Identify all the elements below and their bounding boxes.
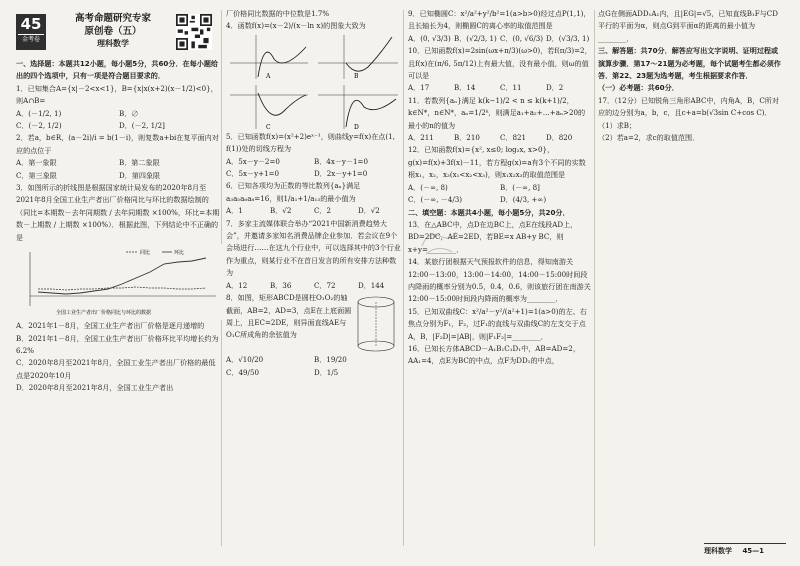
question-3-option-b: B．2021年1－8月，全国工业生产者出厂价格环比平均增长约为6.2% — [16, 333, 219, 355]
question-10: 10．已知函数f(x)=2sin(ωx+π/3)(ω>0)，若f(π/3)=2，且f(x)在(π/6, 5π/12)上有最大值，没有最小值，则ω的值可以是 — [408, 46, 592, 81]
section1-title: 一、选择题：本题共12小题，每小题5分，共60分．在每小题给出的四个选项中，只有一项是符合题目要求的． — [16, 59, 219, 81]
option: D．(－2, 1/2] — [119, 121, 165, 131]
question-7-options — [226, 280, 402, 292]
question-16: 16．已知长方体ABCD－A₁B₁C₁D₁中，AB=AD=2，AA₁=4，点E为BC的中点，点F为DD₁的中点， — [408, 343, 580, 366]
question-5: 5．已知函数f(x)=(x²+2)eˣ⁻¹，则曲线y=f(x)在点(1, f(1))处的切线方程为 — [226, 131, 395, 154]
question-2-options — [16, 157, 222, 182]
footer-subject: 理科数学 — [704, 547, 732, 555]
badge-label: 金考卷 — [18, 34, 44, 45]
qr-code-icon — [176, 14, 212, 50]
option: B．14 — [454, 83, 476, 93]
question-2: 2．若a，b∈R，(a－2i)/i = b(1－i)，则复数a+bi在复平面内对应的点位于 — [16, 133, 219, 155]
option: A．√10/20 — [226, 355, 264, 365]
option: C．(－∞, －4/3) — [408, 195, 463, 205]
question-17-part-2: （2）若a=2，求c的取值范围． — [598, 133, 700, 143]
stamp-icon — [418, 226, 460, 260]
column-3 — [408, 8, 592, 368]
question-5-options — [226, 156, 402, 181]
header-block — [58, 12, 168, 50]
chart-caption: 全国工业生产者出厂价格同比与环比的数据 — [56, 310, 152, 317]
column-1 — [16, 58, 222, 395]
question-17: 17．（12分）已知锐角三角形ABC中，内角A，B，C所对应的边分别为a，b，c，且c+a=b(√3sin C+cos C)． — [598, 95, 779, 118]
option: C．49/50 — [226, 367, 259, 377]
question-13: 13．在△ABC中，点D在边BC上，点E在线段AD上，BD=2DC，AE=2ED，若BE=x AB+y BC，则x+y=________． — [408, 219, 578, 254]
option: C．11 — [500, 83, 522, 93]
option: D．1/5 — [314, 367, 339, 377]
badge — [16, 14, 46, 50]
question-8: 8．如图，矩形ABCD是圆柱O₁O₂的轴截面，AB=2，AD=3，点E在上底面圆周上，且EC=2DE，则异面直线AE与O₁C所成角的余弦值为 — [226, 293, 352, 340]
option: C．(0, √6/3) — [500, 33, 544, 43]
function-graphs-figure — [226, 33, 402, 131]
header-subject: 理科数学 — [97, 39, 129, 48]
question-6-options — [226, 205, 402, 217]
option: B．√2 — [270, 206, 292, 216]
question-1: 1．已知集合A={x|－2<x<1}，B={x|x(x+2)(x－1/2)<0}，则A∩B= — [16, 83, 218, 106]
option: B．∅ — [119, 108, 139, 118]
graph-a — [230, 35, 308, 80]
option: C．72 — [314, 280, 336, 290]
question-7: 7．多家主流媒体联合举办“2021中国新消费趋势大会”，并邀请多家知名消费品牌企业参加．若会议在9个会场进行……在这九个行业中，可以选择其中的3个行业作为重点，则某行业不在首日发言的所有安排方法种数为 — [226, 218, 401, 278]
question-11-options — [408, 132, 592, 144]
option: C．2 — [314, 206, 332, 216]
option: B．19/20 — [314, 355, 347, 365]
graph-b — [318, 35, 398, 80]
page-number: 45—1 — [742, 547, 765, 555]
option: A．(－1/2, 1) — [16, 108, 62, 118]
question-17-part-1: （1）求B； — [598, 120, 637, 130]
legend-tongbi: 同比 — [140, 250, 151, 257]
option: A．17 — [408, 83, 430, 93]
option: B．210 — [454, 133, 480, 143]
question-11: 11．若数列{aₙ}满足 k(k−1)/2 < n ≤ k(k+1)/2，k∈N*，n∈N*，aₙ=1/2ᵏ，则满足a₁+a₂+…+aₙ>20的最小的n的值为 — [408, 95, 586, 130]
question-1-options — [16, 108, 222, 133]
graph-label-a: A — [266, 72, 271, 80]
question-14: 14．某旅行团根据天气预报软件的信息，得知南游关12:00－13:00，13:00－14:00，14:00－15:00时间段内降雨的概率分别为0.5，0.4，0.6，则该旅行团在南游关12:00－15:00时间段内降雨的概率为________． — [408, 257, 591, 304]
question-3-tail: 厂价格同比数据的中位数是1.7% — [226, 9, 330, 18]
option: C．821 — [500, 133, 527, 143]
option: D．(4/3, +∞) — [500, 195, 547, 205]
graph-c — [230, 85, 308, 131]
footer — [704, 543, 786, 556]
option: B．4x－y－1=0 — [314, 156, 368, 166]
question-9-options — [408, 33, 592, 45]
cylinder-figure — [352, 292, 400, 354]
option: A．(－∞, 8) — [408, 182, 448, 192]
question-3-option-c: C．2020年8月至2021年8月，全国工业生产者出厂价格的最低点是2020年10月 — [16, 358, 216, 380]
header-title: 高考命题研究专家 — [74, 13, 151, 24]
graph-d — [318, 85, 398, 131]
required-title: （一）必考题：共60分． — [598, 83, 679, 93]
option: D．√2 — [358, 206, 380, 216]
section2-title: 二、填空题：本题共4小题，每小题5分，共20分． — [408, 207, 570, 217]
question-10-options — [408, 82, 592, 94]
option: A．12 — [226, 280, 248, 290]
question-9: 9．已知椭圆C：x²/a²+y²/b²=1(a>b>0)经过点P(1,1)，且长轴长为4，则椭圆C的离心率的取值范围是 — [408, 9, 591, 31]
badge-number: 45 — [20, 15, 42, 33]
option: A．211 — [408, 133, 434, 143]
question-8-block — [226, 292, 402, 354]
option: D．第四象限 — [119, 170, 161, 180]
option: D．2x－y+1=0 — [314, 169, 368, 179]
column-2 — [226, 8, 402, 379]
question-3-option-d: D．2020年8月至2021年8月，全国工业生产者出 — [16, 383, 174, 393]
question-12-options — [408, 182, 592, 207]
graph-label-d: D — [354, 123, 359, 131]
question-16-tail: 点G在侧面ADD₁A₁内，且|EG|=√5，已知直线B₁F与CD平行的平面为α，则点G到平面α的距离的最小值为________． — [598, 9, 778, 43]
column-divider — [594, 10, 595, 546]
legend-huanbi: 环比 — [174, 250, 185, 257]
option: B．36 — [270, 280, 292, 290]
option: A．第一象限 — [16, 158, 57, 168]
option: D．144 — [358, 280, 385, 290]
option: B．(－∞, 8] — [500, 182, 540, 192]
option: A．(0, √3/3) — [408, 33, 451, 43]
option: C．第三象限 — [16, 170, 57, 180]
section3-title: 三、解答题：共70分．解答应写出文字说明、证明过程或演算步骤．第17～21题为必考题，每个试题考生都必须作答．第22、23题为选考题，考生根据要求作答． — [598, 46, 781, 81]
question-4: 4．函数f(x)=(x－2)/(x－ln x)的图象大致为 — [226, 21, 366, 31]
graph-label-b: B — [354, 72, 359, 80]
option: B．第二象限 — [119, 158, 160, 168]
column-4 — [598, 8, 784, 144]
option: C．5x－y+1=0 — [226, 169, 280, 179]
option: B．(√2/3, 1) — [454, 33, 497, 43]
option: D．(√3/3, 1) — [546, 33, 590, 43]
question-6: 6．已知各项均为正数的等比数列{aₙ}满足a₃a₅a₆a₈=16，则1/a₁+1/a₁₃的最小值为 — [226, 181, 361, 203]
question-8-options — [226, 354, 402, 379]
option: D．820 — [546, 133, 573, 143]
question-12: 12．已知函数f(x)={x², x≤0; log₂x, x>0}，g(x)=f(x)+3f(x)－11，若方程g(x)=a有3个不同的实数根x₁，x₂，x₃(x₁<x₂<x₃)，则x₁x₂x₃的取值范围是 — [408, 145, 586, 180]
question-3: 3．如图所示的折线图是根据国家统计局发布的2020年8月至2021年8月全国工业生产者出厂价格同比与环比的数据绘制的（同比=本期数－去年同期数 / 去年同期数 ×100%，环比=本期数－上期数 / 上期数 ×100%）．根据此图，下列结论中不正确的是 — [16, 183, 220, 242]
question-15: 15．已知双曲线C：x²/a²－y²/(a²+1)=1(a>0)的左、右焦点分别为F₁，F₂，过F₁的直线与双曲线C的左支交于点A，B，|F₂D|=|AB|，则|F₁F₂|=________． — [408, 306, 587, 341]
option: C．(－2, 1/2) — [16, 121, 62, 131]
column-divider — [403, 10, 404, 546]
question-3-option-a: A．2021年1－8月，全国工业生产者出厂价格是逐月递增的 — [16, 321, 205, 331]
option: D．2 — [546, 83, 564, 93]
option: A．1 — [226, 206, 243, 216]
header-subtitle: 原创卷（五） — [84, 26, 142, 37]
line-chart-figure — [16, 244, 222, 320]
option: A．5x－y－2=0 — [226, 156, 280, 166]
graph-label-c: C — [266, 123, 271, 131]
